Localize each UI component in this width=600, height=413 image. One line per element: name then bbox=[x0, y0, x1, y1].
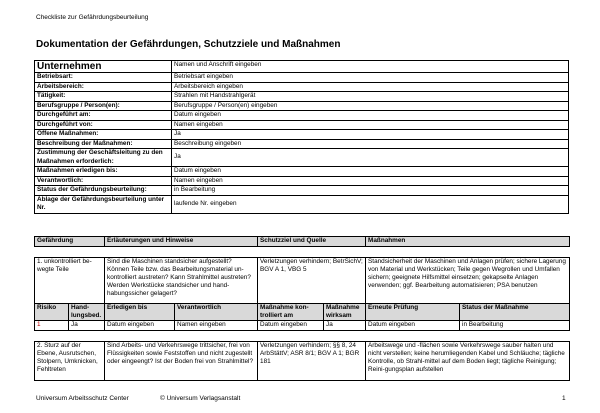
subheader-erledigen-bis: Erledigen bis bbox=[105, 304, 175, 321]
info-label: Beschreibung der Maßnahmen: bbox=[35, 139, 172, 149]
hazard-measures: Arbeitswege und -flächen sowie Verkehrswege sauber halten und nicht verstellen; keine herumliegenden Kabel und Schläuche; tägliche Kontrolle, ob Strahl-mittel auf dem Boden liegt; tägliche Reinigung; Reini-gungsplan aufstellen bbox=[366, 342, 570, 381]
info-value-field[interactable]: Datum eingeben bbox=[172, 111, 569, 121]
info-value-field[interactable]: Ja bbox=[172, 130, 569, 140]
info-row bbox=[35, 149, 569, 167]
document-label: Checkliste zur Gefährdungsbeurteilung bbox=[36, 14, 149, 21]
info-row bbox=[35, 101, 569, 111]
info-row bbox=[35, 92, 569, 102]
spacer-cell bbox=[35, 331, 570, 342]
info-label: Ablage der Gefährdungsbeurteilung unter Nr. bbox=[35, 195, 172, 213]
hazard-name: 1. unkontrolliert be-wegte Teile bbox=[35, 258, 105, 304]
info-value-field[interactable]: Strahlen mit Handstrahlgerät bbox=[172, 92, 569, 102]
subheader-status: Status der Maßnahme bbox=[460, 304, 570, 321]
info-row bbox=[35, 82, 569, 92]
info-heading-row bbox=[35, 61, 569, 73]
status-field[interactable]: in Bearbeitung bbox=[460, 321, 570, 331]
info-label: Status der Gefährdungsbeurteilung: bbox=[35, 186, 172, 196]
hazard-explanation: Sind die Maschinen standsicher aufgestellt? Können Teile bzw. das Bearbeitungsmaterial un-kontrolliert austreten? Kann Strahlmittel austreten? Werden Werkstücke standsicher und hand-habungssicher gelagert? bbox=[105, 258, 258, 304]
info-value-field[interactable]: Beschreibung eingeben bbox=[172, 139, 569, 149]
risk-value-field[interactable]: 1 bbox=[35, 321, 69, 331]
info-label: Betriebsart: bbox=[35, 73, 172, 83]
hazard-name: 2. Sturz auf der Ebene, Ausrutschen, Stolpern, Umknicken, Fehltreten bbox=[35, 342, 105, 381]
subheader-erneute-pruefung: Erneute Prüfung bbox=[366, 304, 460, 321]
info-row bbox=[35, 111, 569, 121]
info-label: Tätigkeit: bbox=[35, 92, 172, 102]
hazard-protection-goal: Verletzungen verhindern; BetrSichV; BGV A 1, VBG 5 bbox=[258, 258, 366, 304]
footer-company: Universum Arbeitsschutz Center bbox=[36, 395, 129, 402]
hazard-row bbox=[35, 258, 570, 304]
company-info-table bbox=[34, 60, 569, 214]
info-row bbox=[35, 139, 569, 149]
info-row bbox=[35, 130, 569, 140]
hazard-row bbox=[35, 342, 570, 381]
hazard-explanation: Sind Arbeits- und Verkehrswege trittsicher, frei von Flüssigkeiten sowie Feststoffen und nicht zugestellt oder eingeengt? Ist der Boden frei von Strahlmittel? bbox=[105, 342, 258, 381]
info-label: Offene Maßnahmen: bbox=[35, 130, 172, 140]
info-label: Verantwortlich: bbox=[35, 176, 172, 186]
info-value-field[interactable]: in Bearbeitung bbox=[172, 186, 569, 196]
info-row bbox=[35, 73, 569, 83]
info-label: Durchgeführt am: bbox=[35, 111, 172, 121]
checked-date-field[interactable]: Datum eingeben bbox=[258, 321, 324, 331]
info-row bbox=[35, 186, 569, 196]
footer-copyright: © Universum Verlagsanstalt bbox=[160, 395, 241, 402]
company-value-field[interactable]: Namen und Anschrift eingeben bbox=[172, 61, 569, 73]
info-value-field[interactable]: Datum eingeben bbox=[172, 167, 569, 177]
info-row bbox=[35, 167, 569, 177]
hazard-measures: Standsicherheit der Maschinen und Anlagen prüfen; sichere Lagerung von Material und Werkstücken; Teile gegen Wegrollen und Umfallen sichern; geeignete Hilfsmittel einsetzen; gekapselte Anlagen verwenden; ggf. Bearbeitung automatisieren; PSA benutzen bbox=[366, 258, 570, 304]
recheck-date-field[interactable]: Datum eingeben bbox=[366, 321, 460, 331]
subheader-risiko: Risiko bbox=[35, 304, 69, 321]
header-gefaehrdung: Gefährdung bbox=[35, 237, 105, 247]
subheader-kontrolliert: Maßnahme kon-trolliert am bbox=[258, 304, 324, 321]
info-value-field[interactable]: Betriebsart eingeben bbox=[172, 73, 569, 83]
info-value-field[interactable]: Namen eingeben bbox=[172, 176, 569, 186]
spacer-cell bbox=[35, 247, 570, 258]
company-heading: Unternehmen bbox=[35, 61, 172, 73]
subheader-verantwortlich: Verantwortlich bbox=[175, 304, 258, 321]
due-date-field[interactable]: Datum eingeben bbox=[105, 321, 175, 331]
info-label: Durchgeführt von: bbox=[35, 120, 172, 130]
table-spacer bbox=[35, 331, 570, 342]
hazard-values-row bbox=[35, 321, 570, 331]
info-value-field[interactable]: Berufsgruppe / Person(en) eingeben bbox=[172, 101, 569, 111]
header-erlaeuterungen: Erläuterungen und Hinweise bbox=[105, 237, 258, 247]
page-title: Dokumentation der Gefährdungen, Schutzziele und Maßnahmen bbox=[36, 39, 341, 50]
effective-field[interactable]: Ja bbox=[324, 321, 366, 331]
action-required-field[interactable]: Ja bbox=[69, 321, 105, 331]
info-label: Zustimmung der Geschäftsleitung zu den Maßnahmen erforderlich: bbox=[35, 149, 172, 167]
responsible-field[interactable]: Namen eingeben bbox=[175, 321, 258, 331]
info-value-field[interactable]: laufende Nr. eingeben bbox=[172, 195, 569, 213]
info-value-field[interactable]: Ja bbox=[172, 149, 569, 167]
hazard-protection-goal: Verletzungen verhindern; §§ 8, 24 ArbStättV; ASR 8/1; BGV A 1; BGR 181 bbox=[258, 342, 366, 381]
hazard-table bbox=[34, 236, 570, 381]
info-label: Maßnahmen erledigen bis: bbox=[35, 167, 172, 177]
hazard-header-row bbox=[35, 237, 570, 247]
info-label: Arbeitsbereich: bbox=[35, 82, 172, 92]
hazard-subheader-row bbox=[35, 304, 570, 321]
header-massnahmen: Maßnahmen bbox=[366, 237, 570, 247]
info-row bbox=[35, 176, 569, 186]
info-value-field[interactable]: Arbeitsbereich eingeben bbox=[172, 82, 569, 92]
info-label: Berufsgruppe / Person(en): bbox=[35, 101, 172, 111]
info-row bbox=[35, 120, 569, 130]
table-spacer bbox=[35, 247, 570, 258]
info-row bbox=[35, 195, 569, 213]
subheader-handlungsbed: Hand-lungsbed. bbox=[69, 304, 105, 321]
header-schutzziel: Schutzziel und Quelle bbox=[258, 237, 366, 247]
subheader-wirksam: Maßnahme wirksam bbox=[324, 304, 366, 321]
info-value-field[interactable]: Namen eingeben bbox=[172, 120, 569, 130]
page-number: 1 bbox=[562, 395, 566, 402]
